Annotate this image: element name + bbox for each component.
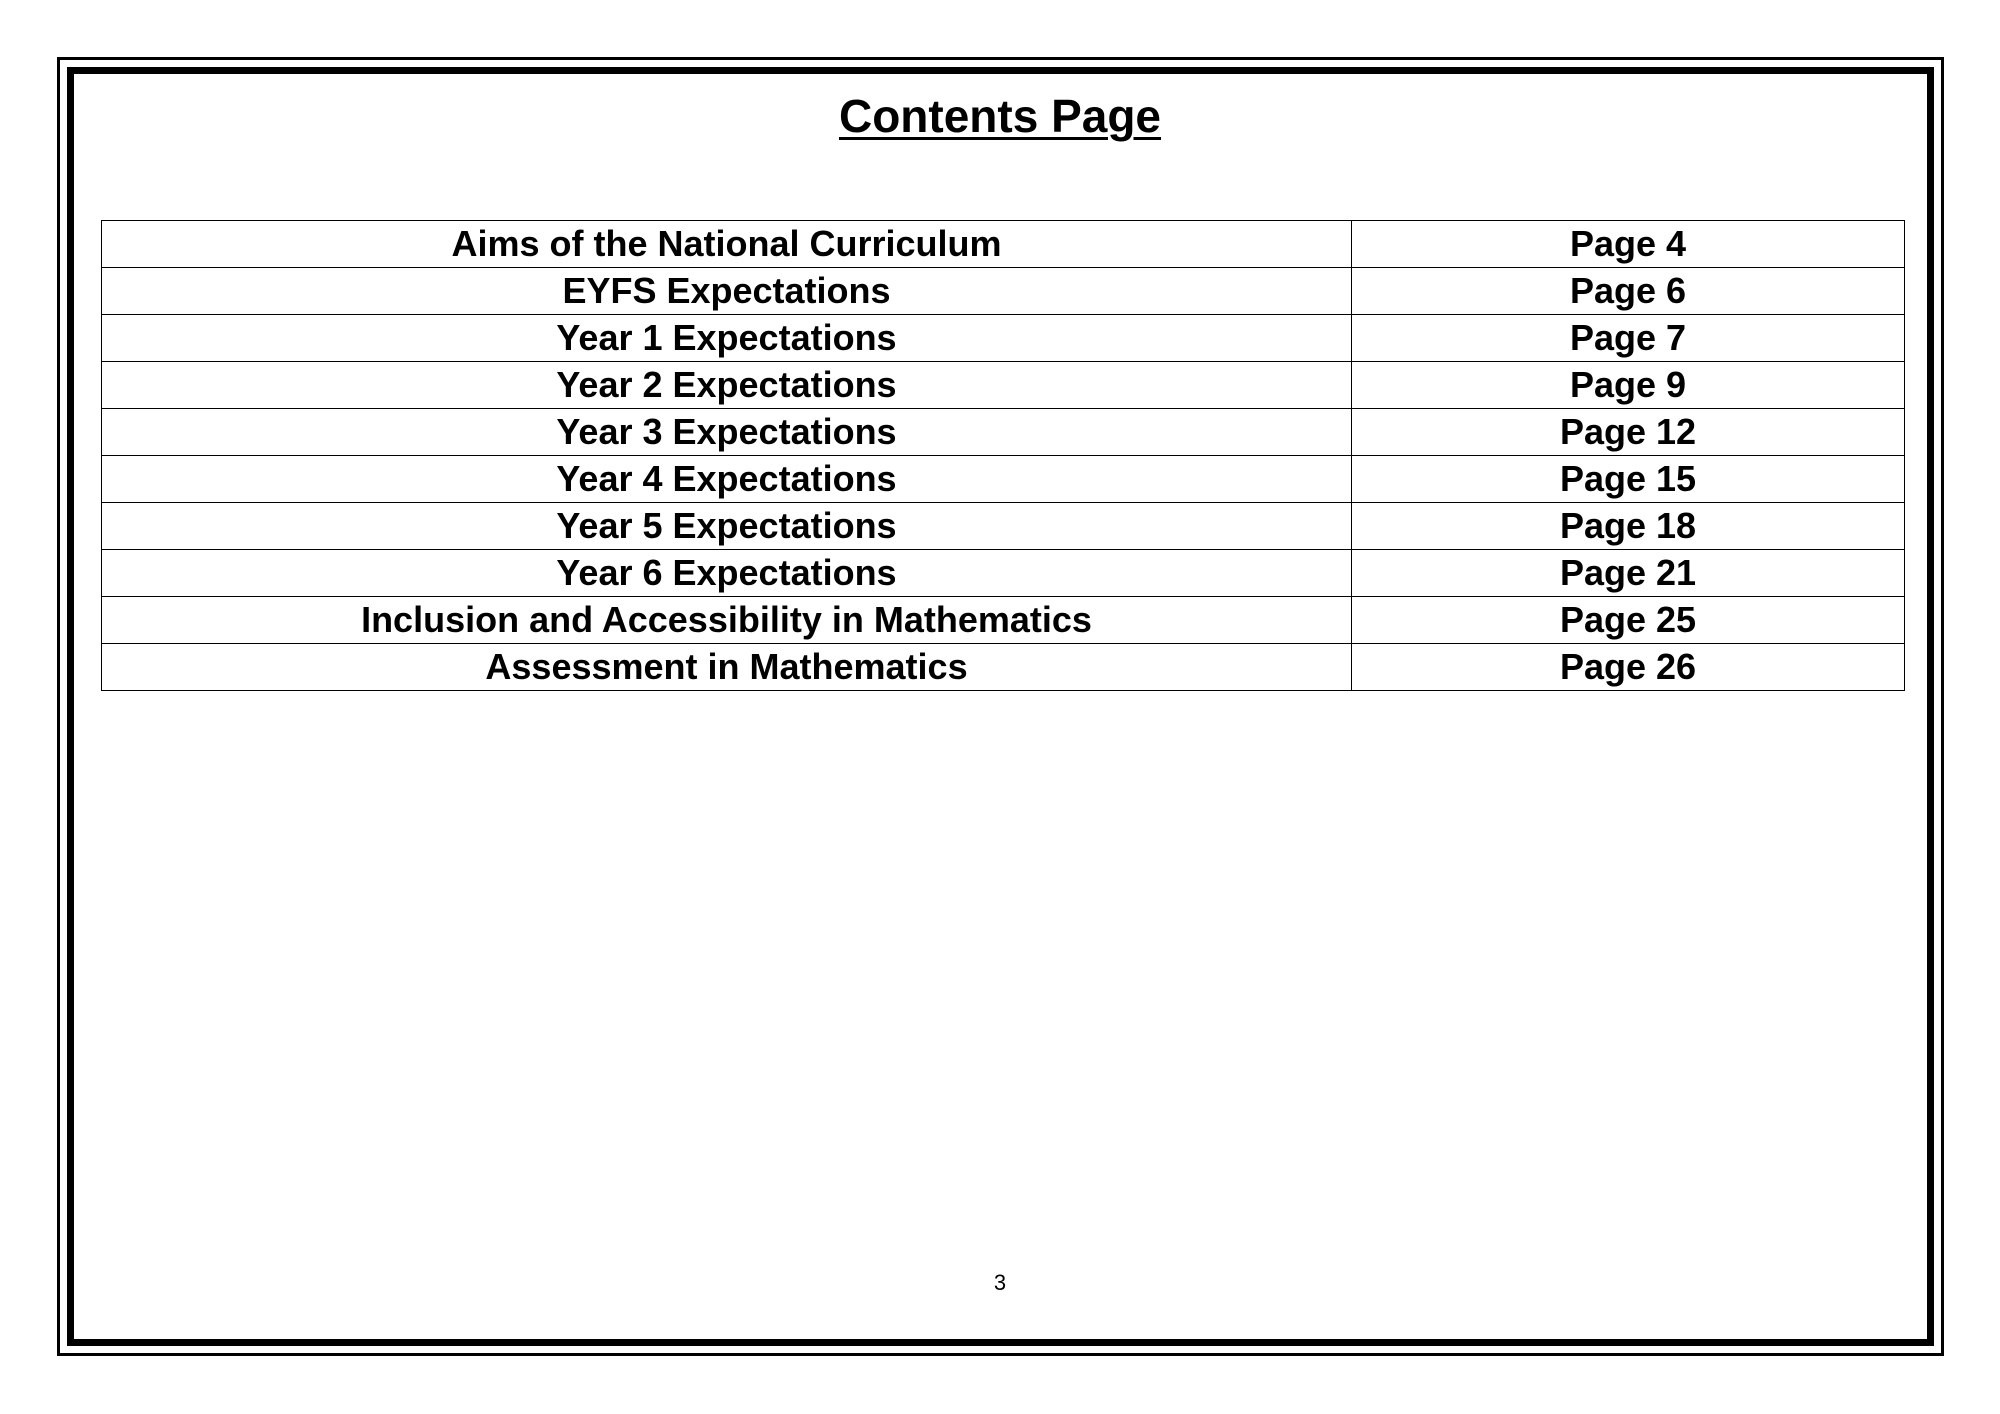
contents-page-cell: Page 25 — [1352, 597, 1905, 644]
contents-page-cell: Page 18 — [1352, 503, 1905, 550]
contents-section-cell: Year 6 Expectations — [102, 550, 1352, 597]
page-title-text: Contents Page — [838, 90, 1162, 142]
contents-row — [102, 362, 1905, 409]
contents-section-cell: Assessment in Mathematics — [102, 644, 1352, 691]
contents-page-cell: Page 21 — [1352, 550, 1905, 597]
contents-page-cell: Page 7 — [1352, 315, 1905, 362]
contents-row — [102, 456, 1905, 503]
contents-row — [102, 503, 1905, 550]
contents-section-cell: Year 1 Expectations — [102, 315, 1352, 362]
contents-page-cell: Page 15 — [1352, 456, 1905, 503]
contents-table — [101, 220, 1905, 691]
contents-section-cell: Year 2 Expectations — [102, 362, 1352, 409]
contents-row — [102, 597, 1905, 644]
contents-row — [102, 221, 1905, 268]
contents-row — [102, 268, 1905, 315]
contents-row — [102, 644, 1905, 691]
contents-section-cell: Aims of the National Curriculum — [102, 221, 1352, 268]
contents-row — [102, 550, 1905, 597]
contents-page-cell: Page 9 — [1352, 362, 1905, 409]
contents-section-cell: Year 3 Expectations — [102, 409, 1352, 456]
page-title — [0, 86, 2000, 146]
contents-section-cell: Inclusion and Accessibility in Mathematics — [102, 597, 1352, 644]
contents-section-cell: EYFS Expectations — [102, 268, 1352, 315]
contents-row — [102, 315, 1905, 362]
contents-page-cell: Page 4 — [1352, 221, 1905, 268]
contents-section-cell: Year 5 Expectations — [102, 503, 1352, 550]
contents-row — [102, 409, 1905, 456]
page-number: 3 — [993, 1270, 1007, 1295]
contents-page-cell: Page 6 — [1352, 268, 1905, 315]
contents-page-cell: Page 26 — [1352, 644, 1905, 691]
contents-page-cell: Page 12 — [1352, 409, 1905, 456]
contents-section-cell: Year 4 Expectations — [102, 456, 1352, 503]
